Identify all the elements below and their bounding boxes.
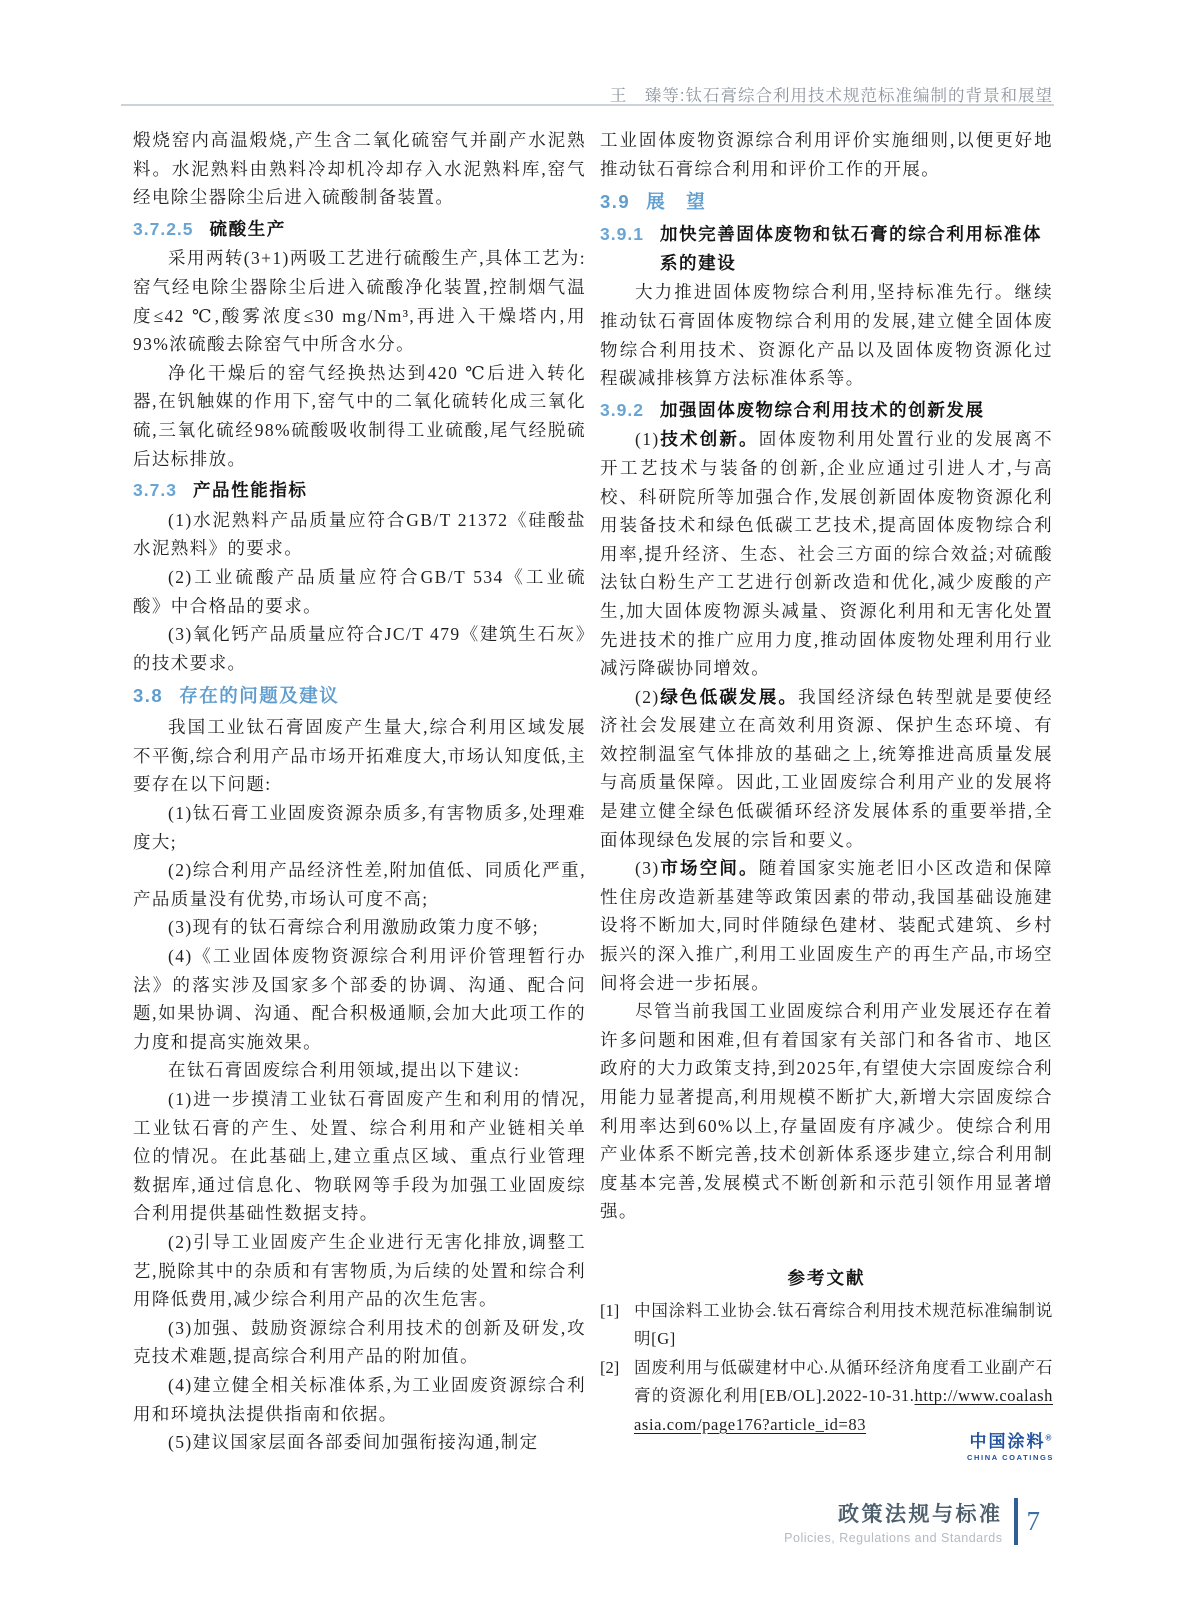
running-title: 王 臻等:钛石膏综合利用技术规范标准编制的背景和展望 bbox=[609, 87, 1053, 105]
reference-marker: [1] bbox=[600, 1300, 620, 1320]
paragraph-text: 固体废物利用处置行业的发展离不开工艺技术与装备的创新,企业应通过引进人才,与高校、科研院所等加强合作,发展创新固体废物资源化利用装备技术和绿色低碳工艺技术,提高固体废物综合利用率,提升经济、生态、社会三方面的综合效益;对硫酸法钛白粉生产工艺进行创新改造和优化,减少废酸的产生,加大固体废物源头减量、资源化利用和无害化处置先进技术的推广应用力度,推动固体废物处理利用行业减污降碳协同增效。 bbox=[600, 429, 1054, 679]
journal-logo bbox=[967, 1433, 1054, 1462]
section-title: 加强固体废物综合利用技术的创新发展 bbox=[659, 399, 985, 420]
reference-text: 固废利用与低碳建材中心.从循环经济角度看工业副产石膏的资源化利用[EB/OL].2022-10-31. bbox=[634, 1357, 1053, 1406]
paragraph: (3)加强、鼓励资源综合利用技术的创新及研发,攻克技术难题,提高综合利用产品的附加值。 bbox=[133, 1317, 586, 1367]
bold-lead: 绿色低碳发展。 bbox=[659, 686, 799, 707]
paragraph: 采用两转(3+1)两吸工艺进行硫酸生产,具体工艺为:窑气经电除尘器除尘后进入硫酸净化装置,控制烟气温度≤42 ℃,酸雾浓度≤30 mg/Nm³,再进入干燥塔内,用93%浓硫酸去除窑气中所含水分。 bbox=[133, 248, 586, 355]
logo-en: CHINA COATINGS bbox=[967, 1452, 1054, 1462]
paragraph: 在钛石膏固废综合利用领域,提出以下建议: bbox=[168, 1060, 521, 1081]
paragraph: (3)现有的钛石膏综合利用激励政策力度不够; bbox=[168, 917, 540, 938]
section-number: 3.9.2 bbox=[600, 399, 644, 420]
paragraph: 大力推进固体废物综合利用,坚持标准先行。继续推动钛石膏固体废物综合利用的发展,建立健全固体废物综合利用技术、资源化产品以及固体废物资源化过程碳减排核算方法标准体系等。 bbox=[600, 282, 1053, 389]
list-marker: (1) bbox=[635, 429, 660, 450]
paragraph: 煅烧窑内高温煅烧,产生含二氧化硫窑气并副产水泥熟料。水泥熟料由熟料冷却机冷却存入水泥熟料库,窑气经电除尘器除尘后进入硫酸制备装置。 bbox=[133, 130, 586, 208]
subsection-heading-3725 bbox=[133, 215, 586, 244]
section-number: 3.9.1 bbox=[600, 224, 644, 245]
section-heading-39 bbox=[600, 187, 1053, 217]
paragraph: (1)进一步摸清工业钛石膏固废产生和利用的情况,工业钛石膏的产生、处置、综合利用和产业链相关单位的情况。在此基础上,建立重点区域、重点行业管理数据库,通过信息化、物联网等手段为加强工业固废综合利用提供基础性数据支持。 bbox=[133, 1089, 586, 1224]
subsection-heading-392 bbox=[600, 396, 1053, 425]
footer-section-title: 政策法规与标准 bbox=[838, 1503, 1003, 1526]
paragraph: (5)建议国家层面各部委间加强衔接沟通,制定 bbox=[168, 1432, 539, 1453]
section-title: 展 望 bbox=[646, 191, 707, 213]
paragraph: 尽管当前我国工业固废综合利用产业发展还存在着许多问题和困难,但有着国家有关部门和各省市、地区政府的大力政策支持,到2025年,有望使大宗固废综合利用能力显著提高,利用规模不断扩大,新增大宗固废综合利用率达到60%以上,存量固废有序减少。使综合利用产业体系不断完善,技术创新体系逐步建立,综合利用制度基本完善,发展模式不断创新和示范引领作用显著增强。 bbox=[600, 1001, 1053, 1222]
paragraph bbox=[600, 683, 1053, 855]
section-number: 3.8 bbox=[133, 685, 164, 707]
subsection-heading-391 bbox=[600, 220, 1053, 277]
right-column bbox=[600, 126, 1054, 1443]
paragraph bbox=[600, 854, 1053, 997]
section-heading-38 bbox=[133, 681, 586, 711]
paragraph: 工业固体废物资源综合利用评价实施细则,以便更好地推动钛石膏综合利用和评价工作的开展。 bbox=[600, 130, 1053, 179]
paragraph: (4)《工业固体废物资源综合利用评价管理暂行办法》的落实涉及国家多个部委的协调、沟通、配合问题,如果协调、沟通、配合积极通顺,会加大此项工作的力度和提高实施效果。 bbox=[133, 946, 586, 1052]
page-number: 7 bbox=[1026, 1506, 1040, 1536]
section-number: 3.7.2.5 bbox=[133, 218, 194, 239]
page-footer bbox=[784, 1498, 1040, 1545]
section-title: 加快完善固体废物和钛石膏的综合利用标准体系的建设 bbox=[659, 224, 1042, 273]
section-title: 存在的问题及建议 bbox=[179, 685, 340, 707]
references-heading: 参考文献 bbox=[787, 1267, 866, 1288]
bold-lead: 市场空间。 bbox=[659, 858, 759, 879]
paragraph: 我国工业钛石膏固废产生量大,综合利用区域发展不平衡,综合利用产品市场开拓难度大,市场认知度低,主要存在以下问题: bbox=[133, 717, 586, 795]
paragraph: (3)氧化钙产品质量应符合JC/T 479《建筑生石灰》的技术要求。 bbox=[133, 624, 586, 673]
section-title: 硫酸生产 bbox=[209, 218, 286, 239]
registered-mark-icon: ® bbox=[1045, 1433, 1052, 1443]
subsection-heading-373 bbox=[133, 476, 586, 505]
footer-divider bbox=[1014, 1498, 1018, 1545]
paragraph: 净化干燥后的窑气经换热达到420 ℃后进入转化器,在钒触媒的作用下,窑气中的二氧化硫转化成三氧化硫,三氧化硫经98%硫酸吸收制得工业硫酸,尾气经脱硫后达标排放。 bbox=[133, 362, 586, 469]
paragraph-text: 我国经济绿色转型就是要使经济社会发展建立在高效利用资源、保护生态环境、有效控制温室气体排放的基础之上,统筹推进高质量发展与高质量保障。因此,工业固废综合利用产业的发展将是建立健全绿色低碳循环经济发展体系的重要举措,全面体现绿色发展的宗旨和要义。 bbox=[600, 686, 1053, 850]
paragraph bbox=[600, 425, 1053, 682]
footer-section-titles bbox=[784, 1498, 1002, 1545]
list-marker: (2) bbox=[635, 686, 660, 707]
footer-section-subtitle: Policies, Regulations and Standards bbox=[784, 1531, 1003, 1545]
paragraph: (2)综合利用产品经济性差,附加值低、同质化严重,产品质量没有优势,市场认可度不高; bbox=[133, 860, 586, 909]
header-rule bbox=[121, 104, 1054, 106]
reference-url[interactable]: http://www.coalashasia.com/page176?article_id=83 bbox=[634, 1386, 1053, 1434]
section-number: 3.7.3 bbox=[133, 480, 177, 501]
reference-text: 中国涂料工业协会.钛石膏综合利用技术规范标准编制说明[G] bbox=[634, 1300, 1053, 1349]
section-title: 产品性能指标 bbox=[192, 480, 308, 501]
reference-item bbox=[600, 1297, 1053, 1354]
logo-cn: 中国涂料® bbox=[969, 1432, 1052, 1451]
bold-lead: 技术创新。 bbox=[659, 429, 759, 450]
reference-marker: [2] bbox=[600, 1357, 620, 1377]
list-marker: (3) bbox=[635, 858, 660, 879]
paragraph: (2)工业硫酸产品质量应符合GB/T 534《工业硫酸》中合格品的要求。 bbox=[133, 566, 586, 616]
left-column bbox=[133, 126, 586, 1457]
paragraph-text: 随着国家实施老旧小区改造和保障性住房改造新基建等政策因素的带动,我国基础设施建设将不断加大,同时伴随绿色建材、装配式建筑、乡村振兴的深入推广,利用工业固废生产的再生产品,市场空间将会进一步拓展。 bbox=[600, 858, 1054, 993]
paragraph: (2)引导工业固废产生企业进行无害化排放,调整工艺,脱除其中的杂质和有害物质,为后续的处置和综合利用降低费用,减少综合利用产品的次生危害。 bbox=[133, 1231, 586, 1310]
reference-list bbox=[600, 1297, 1053, 1443]
paragraph: (1)水泥熟料产品质量应符合GB/T 21372《硅酸盐水泥熟料》的要求。 bbox=[133, 509, 586, 559]
paragraph: (4)建立健全相关标准体系,为工业固废资源综合利用和环境执法提供指南和依据。 bbox=[133, 1374, 586, 1424]
paragraph: (1)钛石膏工业固废资源杂质多,有害物质多,处理难度大; bbox=[133, 803, 586, 852]
section-number: 3.9 bbox=[600, 191, 631, 213]
